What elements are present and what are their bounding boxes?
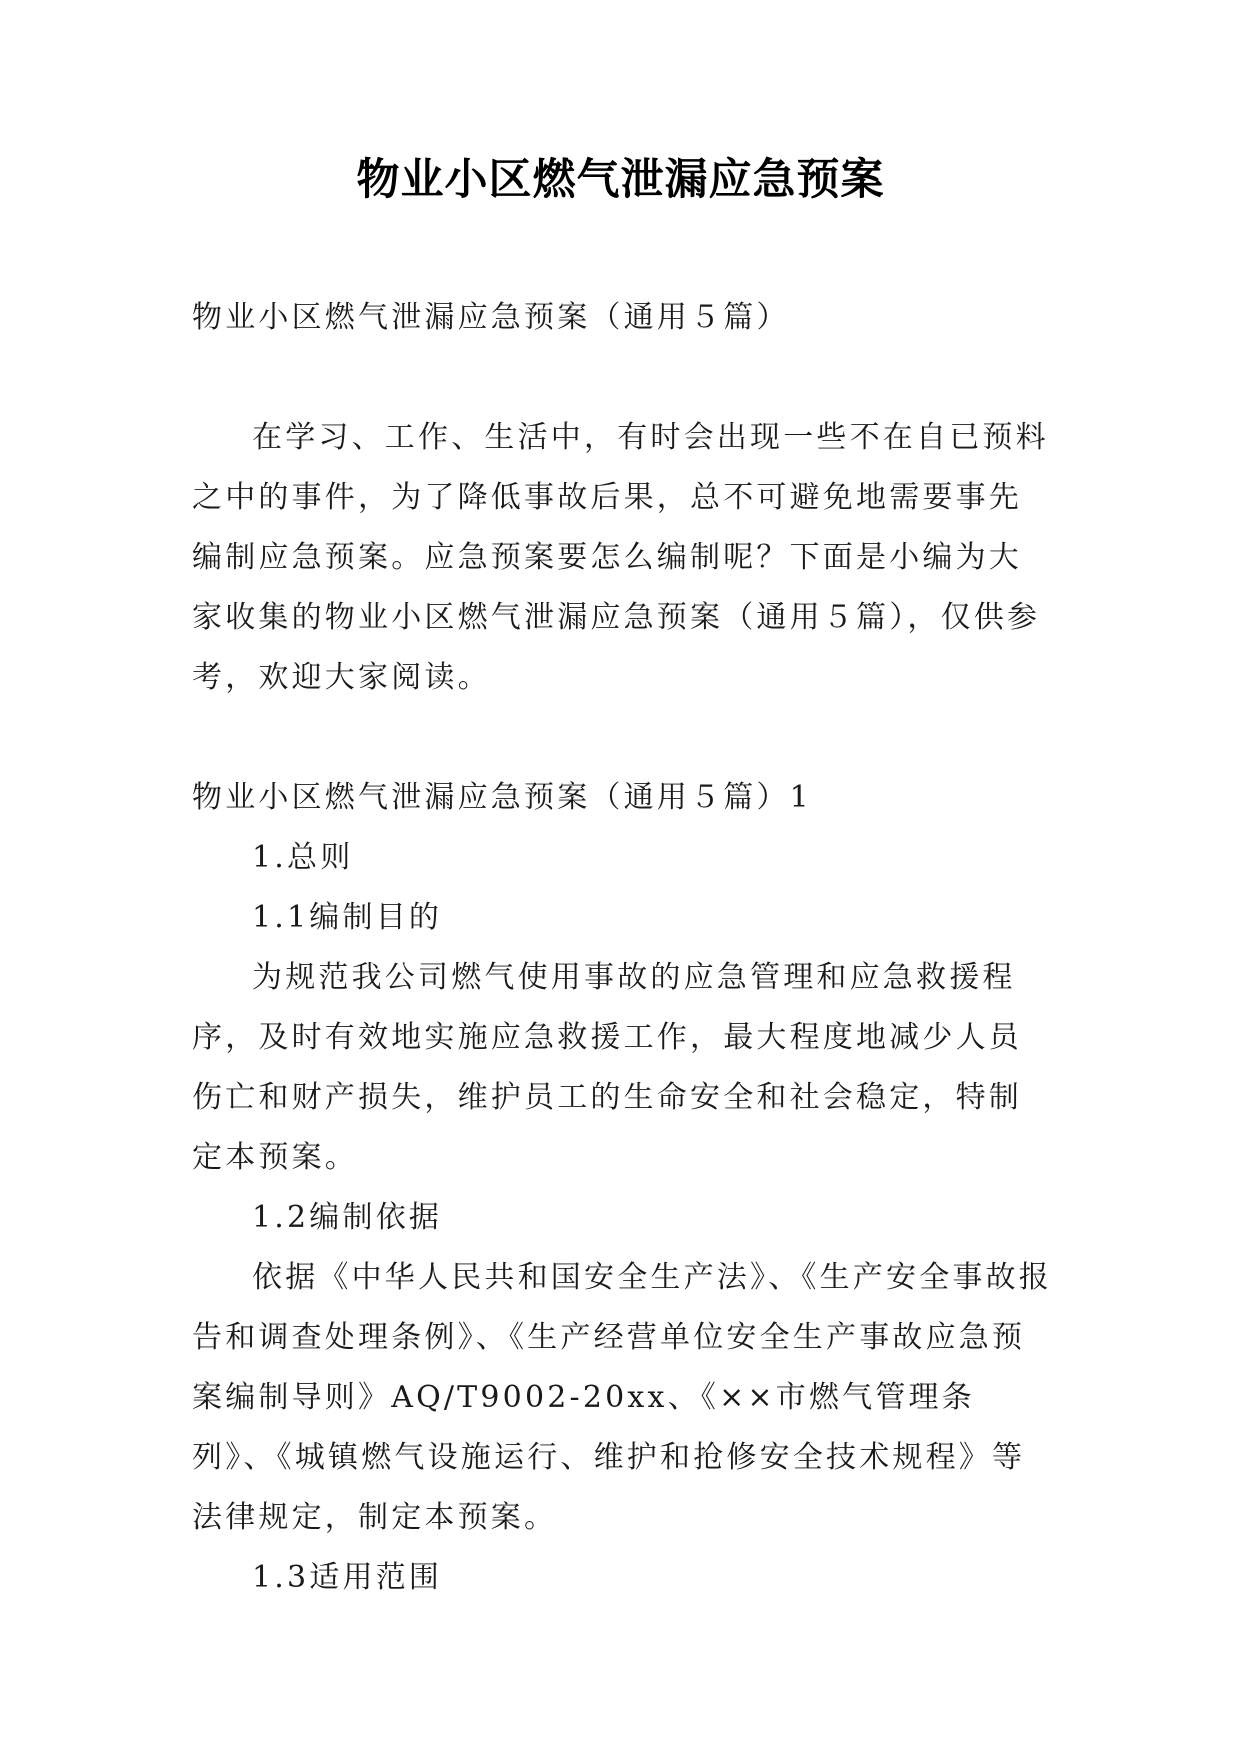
heading-basis: 1.2编制依据: [252, 1200, 443, 1235]
document-body: [192, 288, 1052, 1608]
heading-purpose: 1.1编制目的: [252, 900, 443, 935]
paragraph-basis: 依据《中华人民共和国安全生产法》、《生产安全事故报告和调查处理条例》、《生产经营单位安全生产事故应急预案编制导则》AQ/T9002-20xx、《××市燃气管理条列》、《城镇燃气设施运行、维护和抢修安全技术规程》等法律规定，制定本预案。: [192, 1260, 1052, 1535]
section-title: 物业小区燃气泄漏应急预案（通用５篇）1: [192, 780, 812, 815]
document-title: 物业小区燃气泄漏应急预案: [356, 155, 885, 205]
paragraph-purpose: 为规范我公司燃气使用事故的应急管理和应急救援程序，及时有效地实施应急救援工作，最大程度地减少人员伤亡和财产损失，维护员工的生命安全和社会稳定，特制定本预案。: [192, 960, 1022, 1175]
blank-line: [192, 708, 1052, 768]
heading-general: 1.总则: [252, 840, 354, 875]
heading-scope: 1.3适用范围: [252, 1560, 443, 1595]
blank-line: [192, 348, 1052, 408]
intro-paragraph: 在学习、工作、生活中，有时会出现一些不在自已预料之中的事件，为了降低事故后果，总不可避免地需要事先编制应急预案。应急预案要怎么编制呢？下面是小编为大家收集的物业小区燃气泄漏应急预案（通用５篇），仅供参考，欢迎大家阅读。: [192, 420, 1049, 695]
document-subtitle: 物业小区燃气泄漏应急预案（通用５篇）: [192, 300, 790, 335]
